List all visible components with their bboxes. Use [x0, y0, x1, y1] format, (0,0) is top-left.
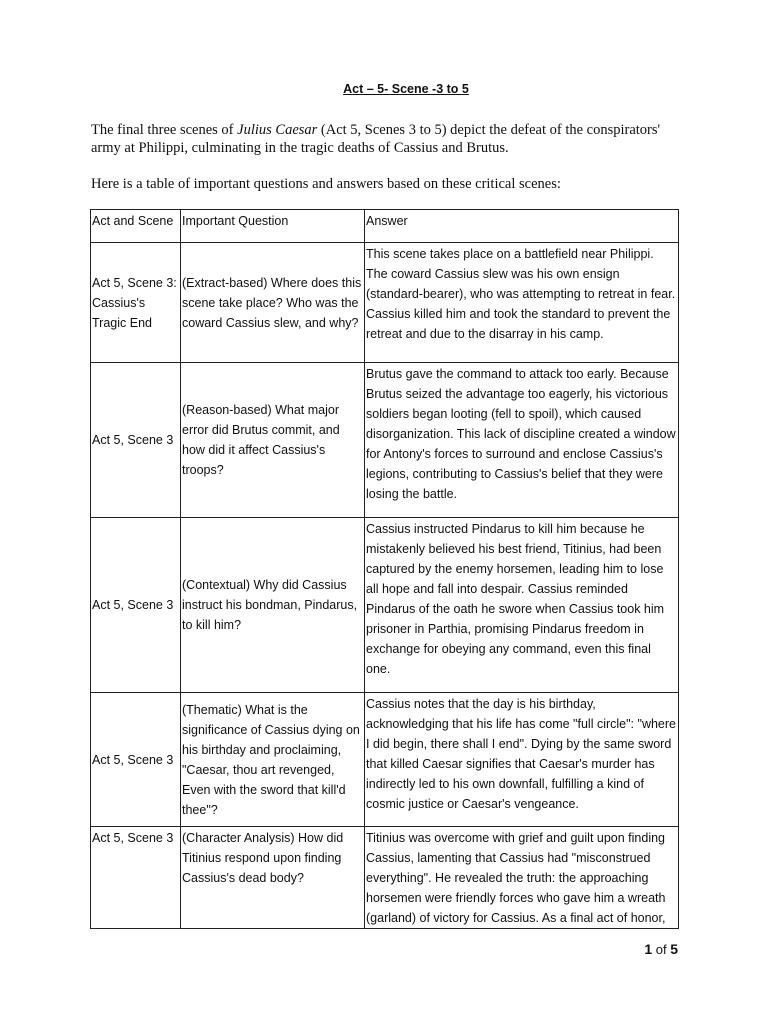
page-number	[644, 941, 678, 957]
intro-paragraph	[91, 121, 691, 157]
answer-cell: Titinius was overcome with grief and guilt upon finding Cassius, lamenting that Cassius had "misconstrued everything". He revealed the truth: the approaching horsemen were friendly forces who gave him a wreath (garland) of victory for Cassius. As a final act of honor,	[365, 827, 679, 929]
qa-table	[90, 209, 679, 929]
question-cell: (Contextual) Why did Cassius instruct his bondman, Pindarus, to kill him?	[181, 518, 365, 693]
total-pages: 5	[670, 941, 678, 957]
table-row	[91, 363, 679, 518]
header-question: Important Question	[181, 210, 365, 243]
header-answer: Answer	[365, 210, 679, 243]
question-cell: (Character Analysis) How did Titinius respond upon finding Cassius's dead body?	[181, 827, 365, 929]
intro-text-after: (Act 5, Scenes 3 to 5) depict the defeat of the conspirators' army at Philippi, culminating in the tragic deaths of Cassius and Brutus.	[91, 122, 661, 156]
table-row	[91, 518, 679, 693]
current-page: 1	[644, 941, 653, 957]
question-cell: (Thematic) What is the significance of Cassius dying on his birthday and proclaiming, "Caesar, thou art revenged, Even with the sword that kill'd thee"?	[181, 693, 365, 827]
question-cell: (Reason-based) What major error did Brutus commit, and how did it affect Cassius's troops?	[181, 363, 365, 518]
question-cell: (Extract-based) Where does this scene take place? Who was the coward Cassius slew, and why?	[181, 243, 365, 363]
scene-cell: Act 5, Scene 3: Cassius's Tragic End	[91, 243, 181, 363]
scene-cell: Act 5, Scene 3	[91, 693, 181, 827]
answer-cell: Cassius notes that the day is his birthday, acknowledging that his life has come "full circle": "where I did begin, there shall I end". Dying by the same sword that killed Caesar signifies that Caesar's murder has indirectly led to his own downfall, fulfilling a kind of cosmic justice or Caesar's vengeance.	[365, 693, 679, 827]
table-intro-paragraph: Here is a table of important questions and answers based on these critical scenes:	[91, 176, 561, 192]
table-header-row	[91, 210, 679, 243]
header-act-scene: Act and Scene	[91, 210, 181, 243]
table-row	[91, 243, 679, 363]
page-title: Act – 5- Scene -3 to 5	[343, 82, 469, 96]
page-of-label: of	[652, 942, 671, 957]
answer-cell: Brutus gave the command to attack too early. Because Brutus seized the advantage too eagerly, his victorious soldiers began looting (fell to spoil), which caused disorganization. This lack of discipline created a window for Antony's forces to surround and enclose Cassius's legions, contributing to Cassius's belief that they were losing the battle.	[365, 363, 679, 518]
scene-cell: Act 5, Scene 3	[91, 363, 181, 518]
scene-cell: Act 5, Scene 3	[91, 518, 181, 693]
intro-text-before: The final three scenes of	[91, 122, 238, 138]
play-title: Julius Caesar	[237, 122, 318, 138]
answer-cell: This scene takes place on a battlefield near Philippi. The coward Cassius slew was his own ensign (standard-bearer), who was attempting to retreat in fear. Cassius killed him and took the standard to prevent the retreat and due to the disarray in his camp.	[365, 243, 679, 363]
scene-cell: Act 5, Scene 3	[91, 827, 181, 929]
table-row	[91, 693, 679, 827]
table-row	[91, 827, 679, 929]
answer-cell: Cassius instructed Pindarus to kill him because he mistakenly believed his best friend, Titinius, had been captured by the enemy horsemen, leading him to lose all hope and fall into despair. Cassius reminded Pindarus of the oath he swore when Cassius took him prisoner in Parthia, promising Pindarus freedom in exchange for obeying any command, even this final one.	[365, 518, 679, 693]
